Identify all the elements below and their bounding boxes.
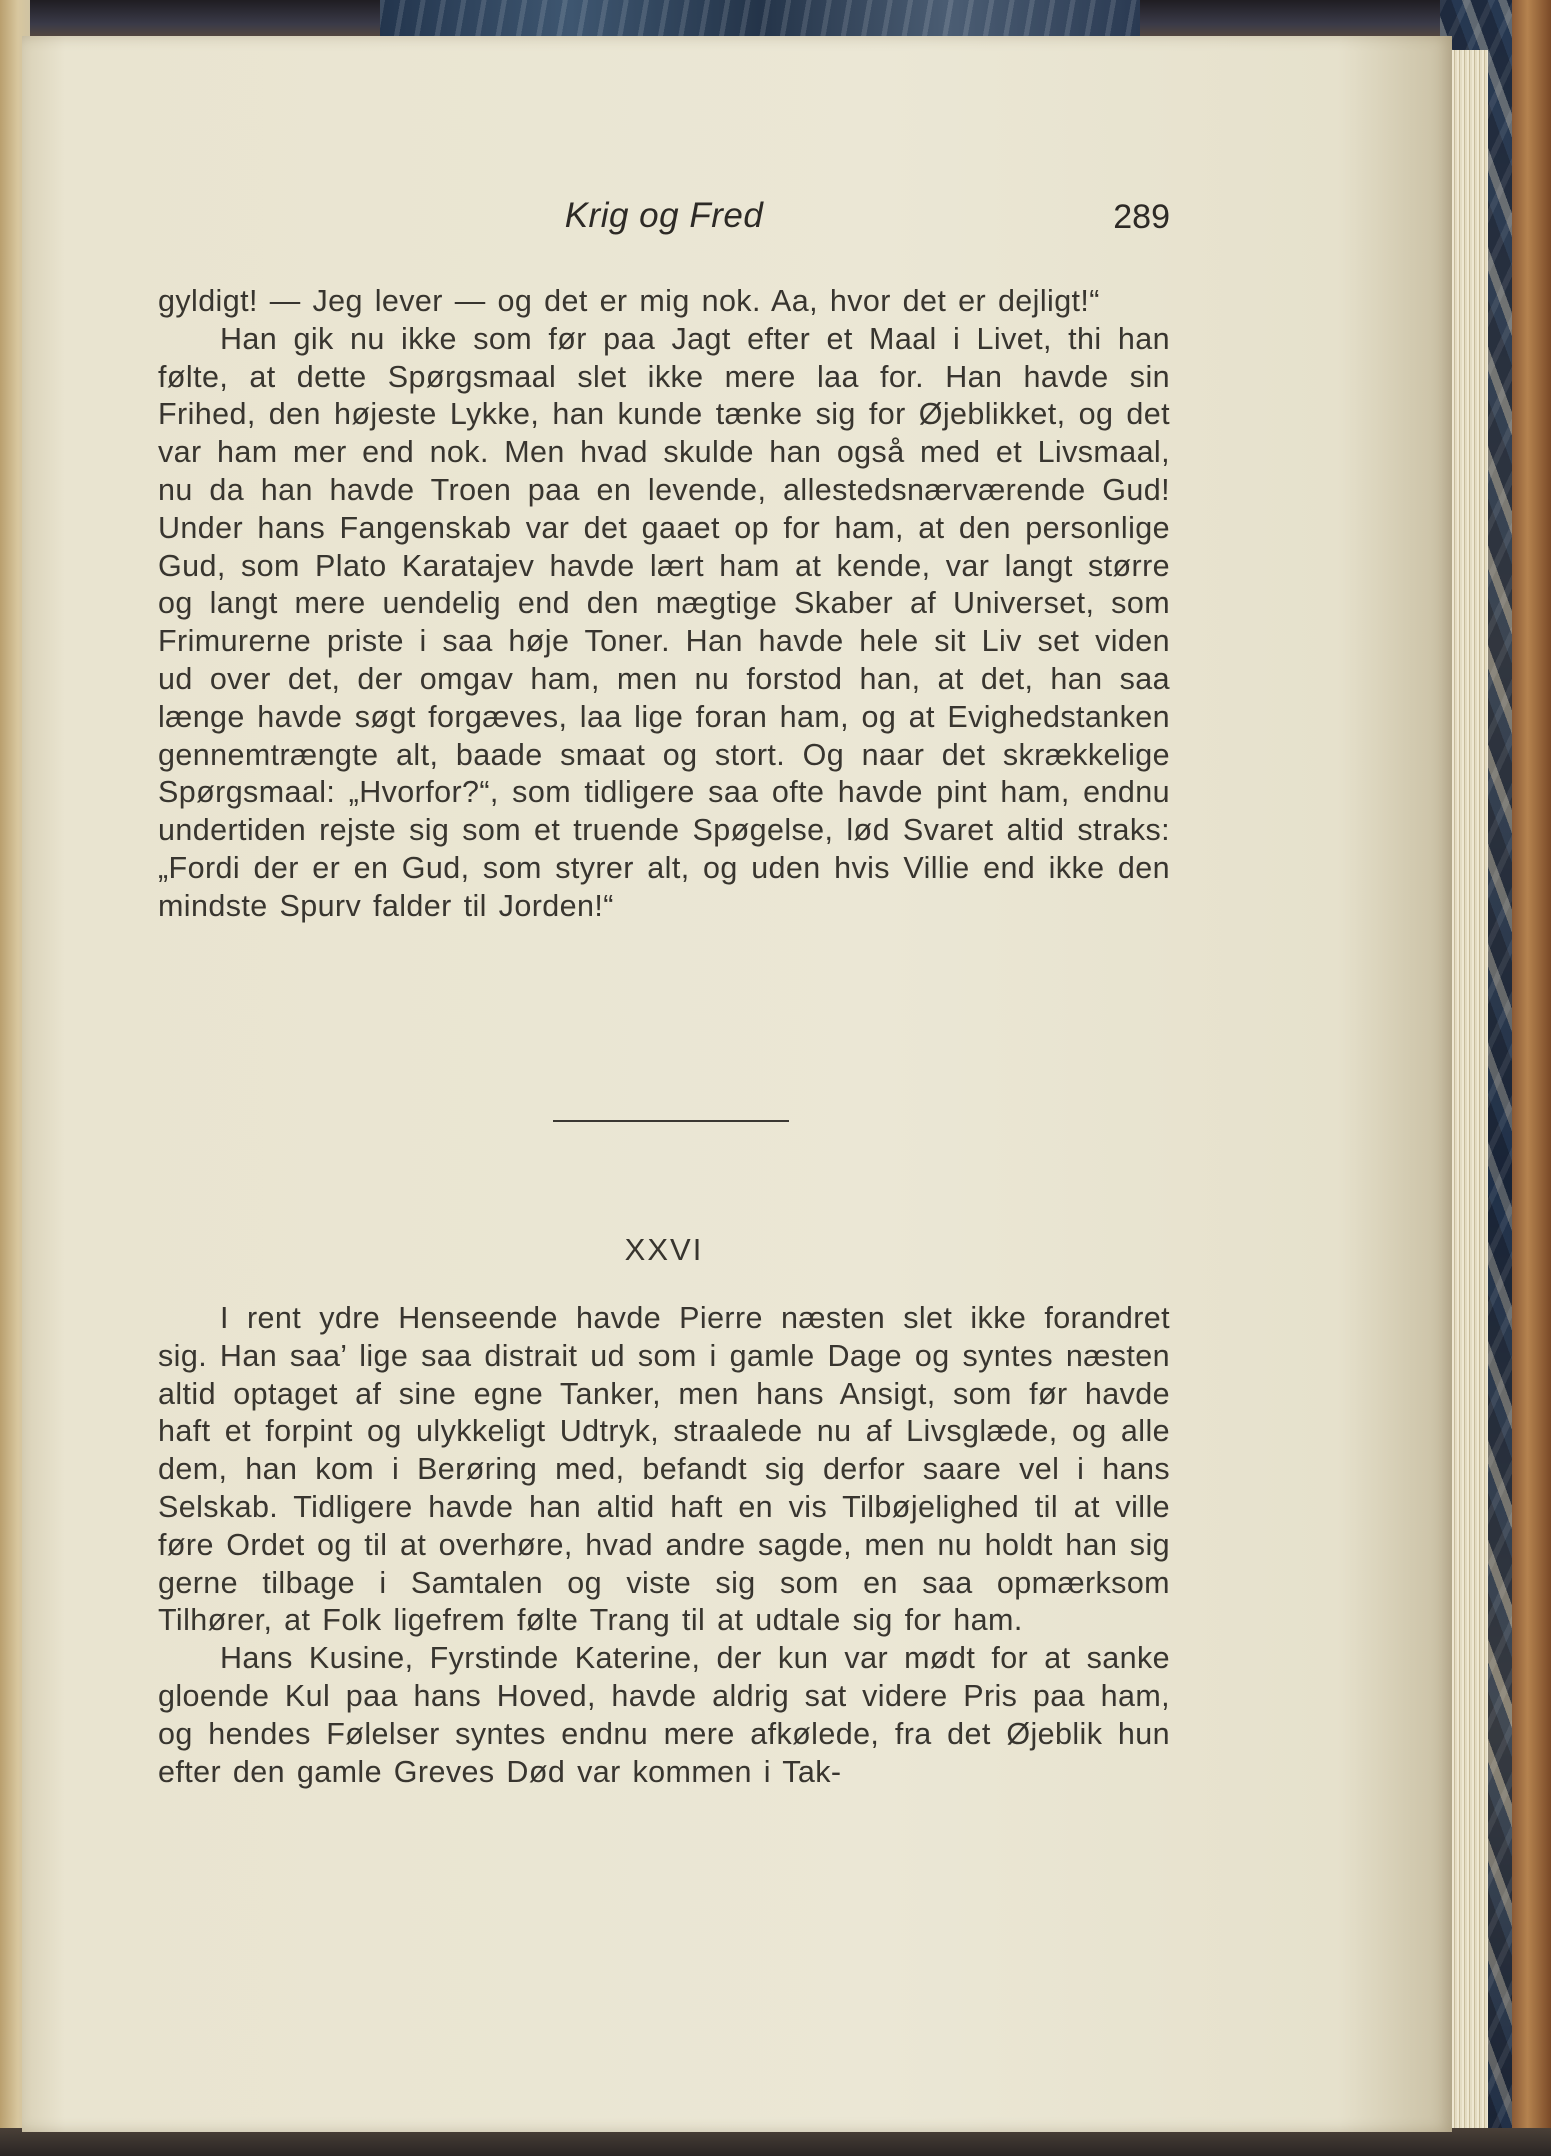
paragraph: Han gik nu ikke som før paa Jagt efter et Maal i Livet, thi han følte, at dette Spørgsmaal slet ikke mere laa for. Han havde sin Frihed, den højeste Lykke, han kunde tænke sig for Øjeblikket, og det var ham mer end nok. Men hvad skulde han også med et Livsmaal, nu da han havde Troen paa en levende, allestedsnærværende Gud! Under hans Fangenskab var det gaaet op for ham, at den personlige Gud, som Plato Karatajev havde lært ham at kende, var langt større og langt mere uendelig end den mægtige Skaber af Universet, som Frimurerne priste i saa høje Toner. Han havde hele sit Liv set viden ud over det, der omgav ham, men nu forstod han, at det, han saa længe havde søgt forgæves, laa lige foran ham, og at Evighedstanken gennemtrængte alt, baade smaat og stort. Og naar det skrækkelige Spørgsmaal: „Hvorfor?“, som tidligere saa ofte havde pint ham, endnu undertiden rejste sig som et truende Spøgelse, lød Svaret altid straks: „Fordi der er en Gud, som styrer alt, og uden hvis Villie end ikke den mindste Spurv falder til Jorden!“ [158, 321, 1170, 923]
page-header [158, 196, 1170, 244]
chapter-heading: XXVI [624, 1232, 704, 1267]
paragraph: Hans Kusine, Fyrstinde Katerine, der kun var mødt for at sanke gloende Kul paa hans Hoved, havde aldrig sat videre Pris paa ham, og hendes Følelser syntes endnu mere afkølede, fra det Øjeblik hun efter den gamle Greves Død var kommen i Tak- [158, 1641, 1170, 1789]
paragraph: I rent ydre Henseende havde Pierre næsten slet ikke forandret sig. Han saa’ lige saa distrait ud som i gamle Dage og syntes næsten altid optaget af sine egne Tanker, men hans Ansigt, som før havde haft et forpint og ulykkeligt Udtryk, straalede nu af Livsglæde, og alle dem, han kom i Berøring med, befandt sig derfor saare vel i hans Selskab. Tidligere havde han altid haft en vis Tilbøjelighed til at ville føre Ordet og til at overhøre, hvad andre sagde, men nu holdt han sig gerne tilbage i Samtalen og viste sig som en saa opmærksom Tilhører, at Folk ligefrem følte Trang til at udtale sig for ham. [158, 1301, 1170, 1638]
book-cover-binding [1512, 0, 1551, 2156]
section-1-text [158, 283, 1170, 926]
page-stack-edges [1452, 50, 1488, 2130]
book-bottom-edge [0, 2128, 1551, 2156]
paragraph: gyldigt! — Jeg lever — og det er mig nok. Aa, hvor det er dejligt!“ [158, 284, 1100, 318]
section-2-text [158, 1300, 1170, 1791]
section-divider [553, 1120, 789, 1122]
page-number: 289 [1113, 198, 1170, 236]
running-title: Krig og Fred [564, 196, 764, 235]
